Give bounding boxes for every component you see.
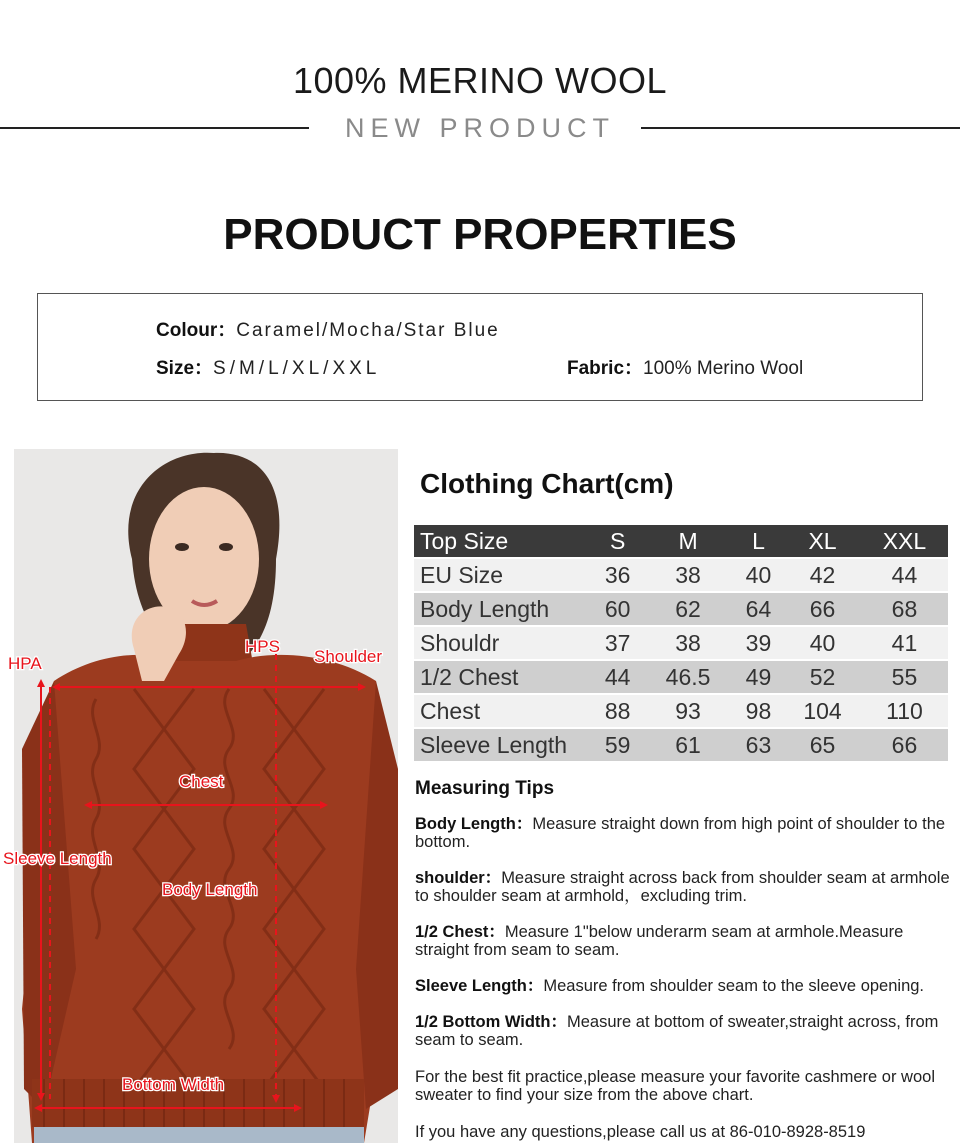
row-label: EU Size <box>414 559 592 591</box>
fabric-value: 100% Merino Wool <box>643 358 804 379</box>
label-shoulder: Shoulder <box>314 647 383 666</box>
contact-note: If you have any questions,please call us at 86-010-8928-8519 <box>415 1123 866 1141</box>
label-chest: Chest <box>179 772 224 791</box>
tip-label: Sleeve Length： <box>415 977 544 995</box>
tip-label: 1/2 Chest： <box>415 923 505 941</box>
chart-title: Clothing Chart(cm) <box>420 468 674 499</box>
table-cell: 38 <box>643 559 733 591</box>
table-cell: 55 <box>861 661 948 693</box>
header-cell: M <box>643 525 733 557</box>
table-cell: 38 <box>643 627 733 659</box>
table-cell: 60 <box>592 593 643 625</box>
table-cell: 65 <box>784 729 861 761</box>
size-chart-header-row <box>414 525 948 557</box>
label-hps: HPS <box>245 637 280 656</box>
tip-sleeve-length <box>415 977 950 995</box>
table-cell: 39 <box>733 627 784 659</box>
row-label: Shouldr <box>414 627 592 659</box>
table-cell: 37 <box>592 627 643 659</box>
tip-body-length <box>415 815 950 851</box>
model-photo-illustration <box>3 449 398 1143</box>
table-cell: 40 <box>733 559 784 591</box>
table-cell: 66 <box>861 729 948 761</box>
table-cell: 44 <box>861 559 948 591</box>
tip-text: Measure from shoulder seam to the sleeve opening. <box>543 977 925 995</box>
tip-text: Measure straight across back from shoulder seam at armhole to shoulder seam at armhold，excluding trim. <box>415 869 950 905</box>
table-row <box>414 559 948 591</box>
table-row <box>414 661 948 693</box>
row-label: 1/2 Chest <box>414 661 592 693</box>
tip-text: Measure at bottom of sweater,straight across, from seam to seam. <box>415 1013 939 1049</box>
header-cell: Top Size <box>414 525 592 557</box>
table-cell: 63 <box>733 729 784 761</box>
header-cell: S <box>592 525 643 557</box>
table-cell: 49 <box>733 661 784 693</box>
tip-label: shoulder： <box>415 869 502 887</box>
fabric-label: Fabric： <box>567 358 644 379</box>
table-cell: 66 <box>784 593 861 625</box>
table-row <box>414 695 948 727</box>
size-chart-table <box>414 523 948 763</box>
table-row <box>414 627 948 659</box>
label-bottom-width: Bottom Width <box>122 1075 225 1094</box>
table-cell: 98 <box>733 695 784 727</box>
tip-half-chest <box>415 923 950 959</box>
table-cell: 44 <box>592 661 643 693</box>
label-hpa: HPA <box>8 654 42 673</box>
label-sleeve-length: Sleeve Length <box>3 849 112 868</box>
table-cell: 110 <box>861 695 948 727</box>
colour-label: Colour： <box>156 320 237 341</box>
header-subtitle: NEW PRODUCT <box>345 113 615 143</box>
table-cell: 59 <box>592 729 643 761</box>
size-label: Size： <box>156 358 214 379</box>
header-cell: L <box>733 525 784 557</box>
header-title: 100% MERINO WOOL <box>292 60 668 101</box>
fit-note: For the best fit practice,please measure your favorite cashmere or wool sweater to find your size from the above chart. <box>415 1068 935 1104</box>
table-cell: 88 <box>592 695 643 727</box>
properties-title: PRODUCT PROPERTIES <box>223 210 737 259</box>
properties-box <box>37 293 923 401</box>
fabric-property <box>567 353 803 380</box>
table-cell: 64 <box>733 593 784 625</box>
table-cell: 46.5 <box>643 661 733 693</box>
tip-shoulder <box>415 869 950 905</box>
header-cell: XXL <box>861 525 948 557</box>
row-label: Body Length <box>414 593 592 625</box>
table-cell: 104 <box>784 695 861 727</box>
colour-value: Caramel/Mocha/Star Blue <box>236 320 500 341</box>
table-cell: 62 <box>643 593 733 625</box>
tip-label: 1/2 Bottom Width： <box>415 1013 568 1031</box>
size-property <box>156 353 380 380</box>
label-body-length: Body Length <box>162 880 258 899</box>
table-cell: 52 <box>784 661 861 693</box>
colour-property <box>156 315 500 342</box>
header-divider-right <box>641 127 960 129</box>
table-cell: 41 <box>861 627 948 659</box>
tip-text: Measure 1"below underarm seam at armhole.Measure straight from seam to seam. <box>415 923 904 959</box>
table-cell: 61 <box>643 729 733 761</box>
row-label: Sleeve Length <box>414 729 592 761</box>
table-row <box>414 593 948 625</box>
table-cell: 93 <box>643 695 733 727</box>
table-cell: 40 <box>784 627 861 659</box>
model-photo <box>3 449 398 1143</box>
header-cell: XL <box>784 525 861 557</box>
table-cell: 36 <box>592 559 643 591</box>
table-cell: 42 <box>784 559 861 591</box>
tip-label: Body Length： <box>415 815 533 833</box>
tip-text: Measure straight down from high point of shoulder to the bottom. <box>415 815 946 851</box>
size-value: S/M/L/XL/XXL <box>213 358 381 379</box>
tip-half-bottom-width <box>415 1013 950 1049</box>
table-row <box>414 729 948 761</box>
table-cell: 68 <box>861 593 948 625</box>
measuring-tips-title: Measuring Tips <box>415 778 555 799</box>
row-label: Chest <box>414 695 592 727</box>
